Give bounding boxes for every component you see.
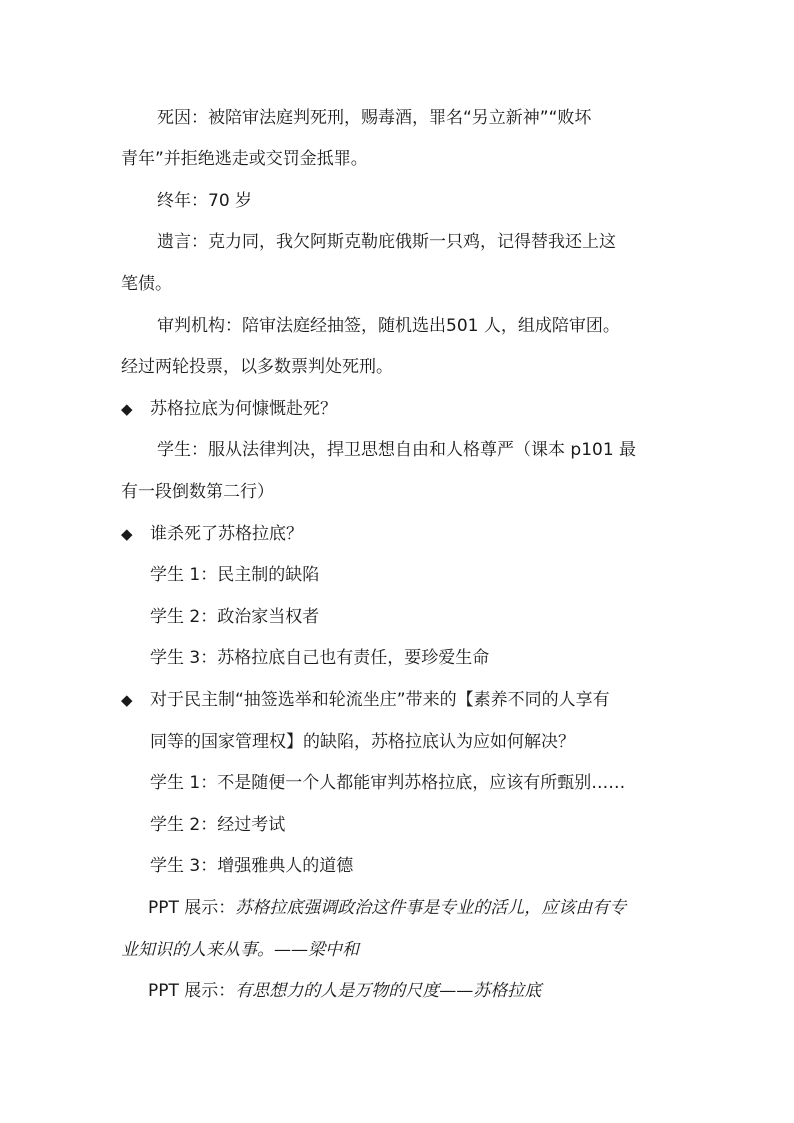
- last-words-line-1: 遗言：克力同，我欠阿斯克勒庇俄斯一只鸡，记得替我还上这: [157, 232, 616, 252]
- question-1-answer-line-1: 学生：服从法律判决，捍卫思想自由和人格尊严（课本 p101 最: [157, 440, 637, 460]
- ppt-label: PPT 展示：: [148, 898, 236, 918]
- question-3-line-2: 同等的国家管理权】的缺陷，苏格拉底认为应如何解决？: [150, 732, 575, 752]
- age-line: 终年：70 岁: [157, 191, 253, 211]
- ppt-label: PPT 展示：: [148, 981, 236, 1001]
- diamond-bullet-icon: ◆: [121, 400, 133, 418]
- diamond-bullet-icon: ◆: [121, 691, 133, 709]
- question-3-answer-3: 学生 3：增强雅典人的道德: [150, 856, 354, 876]
- ppt-quote-text: 有思想力的人是万物的尺度——苏格拉底: [235, 981, 542, 1001]
- question-3-line-1: 对于民主制“抽签选举和轮流坐庄”带来的【素养不同的人享有: [150, 690, 610, 710]
- death-cause-line-1: 死因：被陪审法庭判死刑，赐毒酒，罪名“另立新神”“败坏: [157, 108, 592, 128]
- ppt-quote-1-line-1: [148, 897, 626, 919]
- question-2-answer-2: 学生 2：政治家当权者: [150, 607, 320, 627]
- ppt-quote-text: 苏格拉底强调政治这件事是专业的活儿，应该由有专: [235, 898, 627, 918]
- question-1: 苏格拉底为何慷慨赴死？: [150, 399, 337, 419]
- question-3-answer-2: 学生 2：经过考试: [150, 815, 286, 835]
- death-cause-line-2: 青年”并拒绝逃走或交罚金抵罪。: [121, 149, 368, 169]
- question-2-answer-3: 学生 3：苏格拉底自己也有责任，要珍爱生命: [150, 648, 490, 668]
- diamond-bullet-icon: ◆: [121, 525, 133, 543]
- last-words-line-2: 笔债。: [121, 274, 172, 294]
- question-3-answer-1: 学生 1：不是随便一个人都能审判苏格拉底，应该有所甄别……: [150, 773, 626, 793]
- question-2: 谁杀死了苏格拉底？: [150, 524, 303, 544]
- question-2-answer-1: 学生 1：民主制的缺陷: [150, 565, 320, 585]
- ppt-quote-2: [148, 980, 541, 1002]
- question-1-answer-line-2: 有一段倒数第二行）: [121, 482, 274, 502]
- ppt-quote-1-line-2: 业知识的人来从事。——梁中和: [121, 940, 359, 960]
- court-line-1: 审判机构：陪审法庭经抽签，随机选出501 人，组成陪审团。: [157, 316, 620, 336]
- court-line-2: 经过两轮投票，以多数票判处死刑。: [121, 357, 393, 377]
